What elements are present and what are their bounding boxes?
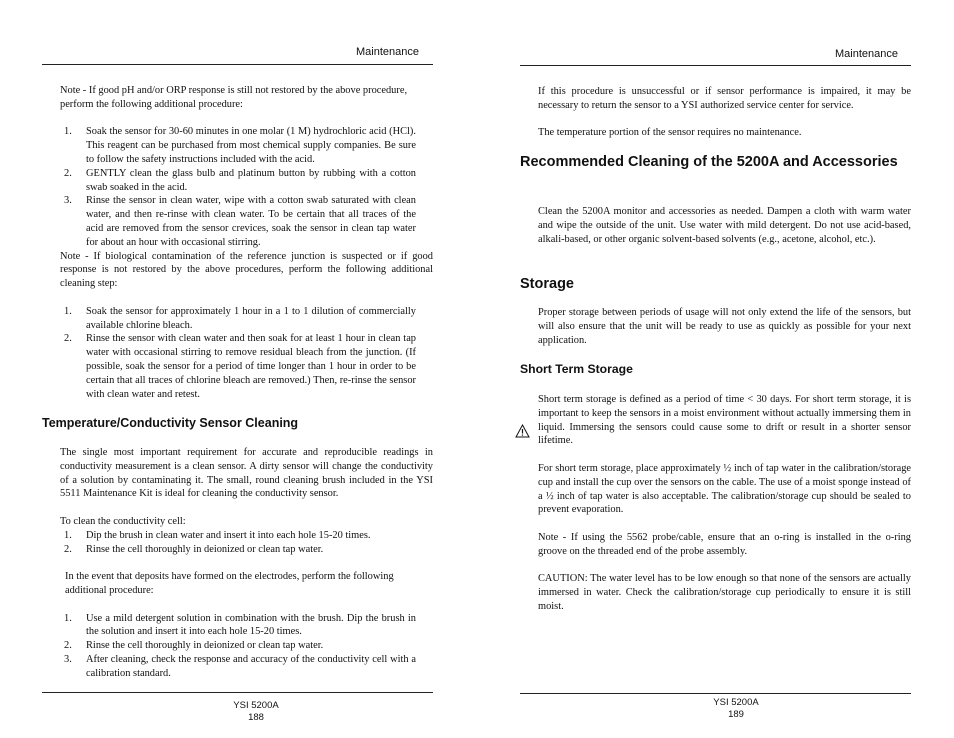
list-item: 2. Rinse the sensor with clean water and then soak for at least 1 hour in clean tap water with occasional stirring to remove residual bleach from the junction. (If possible, soak the sensor for a period of time longer than 1 hour in order to be certain that all traces of chlorine bleach are removed.) Then, re-rinse the sensor with clean water and retest. <box>64 333 416 400</box>
header-rule <box>520 65 911 66</box>
list-item: 3. Rinse the sensor in clean water, wipe with a cotton swab saturated with clean water, and then re-rinse with clean water. To be certain that all traces of the acid are removed from the sensor crevices, soak the sensor in clean tap water for about an hour with occasional stirring. <box>64 195 416 248</box>
footer-rule <box>42 692 433 693</box>
section-heading: Recommended Cleaning of the 5200A and Accessories <box>520 154 898 170</box>
body-block <box>60 446 433 681</box>
page-footer <box>696 697 776 721</box>
right-page <box>477 0 954 738</box>
body-block <box>538 306 911 347</box>
subsection-heading: Short Term Storage <box>520 362 633 376</box>
paragraph: Proper storage between periods of usage will not only extend the life of the sensors, but will also ensure that the unit will be ready to use as quickly as possible for your next application. <box>538 307 911 346</box>
list-item: 1. Dip the brush in clean water and insert it into each hole 15-20 times. <box>64 529 371 541</box>
note-paragraph: Note - If biological contamination of the reference junction is suspected or if good response is not restored by the above procedures, perform the following additional cleaning step: <box>60 250 433 290</box>
acid-procedure-list <box>60 125 416 249</box>
paragraph: For short term storage, place approximately ½ inch of tap water in the calibration/storage cup and install the cup over the sensors on the cable. The use of a moist sponge instead of a ½ inch of tap water is also acceptable. The calibration/storage cup should be sealed to prevent evaporation. <box>538 462 911 516</box>
note-paragraph: Note - If good pH and/or ORP response is still not restored by the above procedure, perform the following additional procedure: <box>60 85 408 110</box>
paragraph: Note - If using the 5562 probe/cable, ensure that an o-ring is installed in the o-ring groove on the threaded end of the probe assembly. <box>538 531 911 557</box>
body-block <box>538 205 911 246</box>
page-header: Maintenance <box>356 46 419 58</box>
deposit-procedure-list <box>60 612 416 681</box>
list-item: 1. Use a mild detergent solution in combination with the brush. Dip the brush in the solution and insert it into each hole 15-20 times. <box>64 612 416 638</box>
list-item: 1. Soak the sensor for 30-60 minutes in one molar (1 M) hydrochloric acid (HCl). This reagent can be purchased from most chemical supply companies. Be sure to follow the safety instructions included with the acid. <box>64 126 416 165</box>
bleach-procedure-list <box>60 305 416 402</box>
list-item: 1. Soak the sensor for approximately 1 hour in a 1 to 1 dilution of commercially available chlorine bleach. <box>64 305 416 331</box>
page-number: 189 <box>728 709 744 720</box>
warning-icon <box>515 424 530 443</box>
list-item: 2. Rinse the cell thoroughly in deionized or clean tap water. <box>64 640 324 652</box>
body-block <box>538 393 911 614</box>
paragraph: If this procedure is unsuccessful or if sensor performance is impaired, it may be necessary to return the sensor to a YSI authorized service center for service. <box>538 86 911 111</box>
section-heading: Temperature/Conductivity Sensor Cleaning <box>42 416 299 430</box>
caution-paragraph: CAUTION: The water level has to be low enough so that none of the sensors are actually immersed in water. Check the calibration/storage cup periodically to ensure it is still moist. <box>538 573 911 612</box>
section-heading: Storage <box>520 276 574 292</box>
paragraph: The temperature portion of the sensor requires no maintenance. <box>538 127 802 139</box>
paragraph: To clean the conductivity cell: <box>60 515 186 527</box>
paragraph: Short term storage is defined as a period of time < 30 days. For short term storage, it is important to keep the sensors in a moist environment without actually immersing them in liquid. Immersing the sensors could cause some to drift or result in a shorter sensor lifetime. <box>538 394 911 447</box>
list-item: 2. Rinse the cell thoroughly in deionized or clean tap water. <box>64 543 324 555</box>
page-header: Maintenance <box>835 48 898 60</box>
footer-rule <box>520 693 911 694</box>
header-rule <box>42 64 433 65</box>
page-number: 188 <box>248 712 264 723</box>
body-block <box>60 84 433 401</box>
paragraph: Clean the 5200A monitor and accessories as needed. Dampen a cloth with warm water and wipe the outside of the unit. Use water with mild detergent. Do not use acid-based, alkali-based, or other organic solvent-based solvents (e.g., acetone, alcohol, etc.). <box>538 206 911 245</box>
paragraph: In the event that deposits have formed on the electrodes, perform the following additional procedure: <box>65 571 394 596</box>
list-item: 2. GENTLY clean the glass bulb and platinum button by rubbing with a cotton swab soaked in the acid. <box>64 167 416 193</box>
paragraph: The single most important requirement for accurate and reproducible readings in conductivity measurement is a clean sensor. A dirty sensor will change the conductivity of a solution by contaminating it. The small, round cleaning brush included in the YSI 5511 Maintenance Kit is ideal for cleaning the conductivity sensor. <box>60 447 433 500</box>
cleaning-list <box>60 529 416 557</box>
body-block <box>538 85 911 140</box>
list-item: 3. After cleaning, check the response and accuracy of the conductivity cell with a calibration standard. <box>64 653 416 679</box>
footer-model: YSI 5200A <box>713 697 759 708</box>
footer-model: YSI 5200A <box>233 700 279 711</box>
page-footer <box>216 700 296 724</box>
